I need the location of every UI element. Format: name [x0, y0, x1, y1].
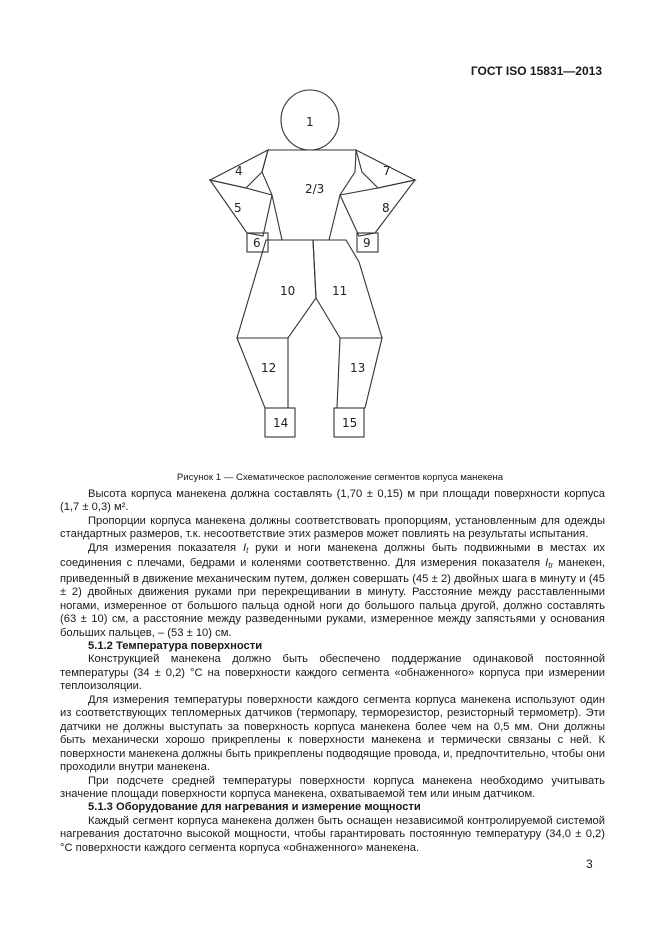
segment-label: 6	[253, 236, 261, 250]
segment-label: 7	[383, 164, 391, 178]
page-number: 3	[586, 857, 593, 871]
segment-label: 2/3	[305, 182, 325, 196]
paragraph-text: руки и ноги манекена должны быть подвижными в местах их соединения с плечами, бедрами и коленями соответственно. Для измерения показателя	[60, 541, 606, 570]
paragraph-text: манекен, приведенный в движение механическим путем, должен совершать (45 ± 2) двойных шага в минуту и (45 ± 2) двойных движения руками при перекрещивании в минуту. Расстояние между расставленными ногами, измеренное от большого пальца одной ноги до большого пальца другой, должно составлять (63 ± 10) см, а расстояние между разведенными руками, измеренное между запястьями у основания больших пальцев, – (53 ± 10) см.	[60, 557, 605, 639]
segment-label: 14	[273, 416, 289, 430]
segment-label: 9	[363, 236, 371, 250]
section-heading: 5.1.2 Температура поверхности	[88, 639, 263, 652]
figure-caption: Рисунок 1 — Схематическое расположение сегментов корпуса манекена	[176, 472, 504, 483]
symbol: Itr	[545, 557, 554, 571]
paragraph	[60, 542, 605, 640]
segment-label: 8	[382, 201, 390, 215]
paragraph: Каждый сегмент корпуса манекена должен быть оснащен независимой контролируемой системой нагревания достаточно высокой мощности, чтобы гарантировать постоянную температуру (34,0 ± 0,2) °С поверхности каждого сегмента корпуса «обнаженного» манекена.	[60, 814, 605, 854]
symbol-subscript: tr	[548, 561, 554, 571]
paragraph: При подсчете средней температуры поверхности корпуса манекена необходимо учитывать значение площади поверхности корпуса манекена, охватываемой тем или иным датчиком.	[60, 774, 605, 800]
section-heading: 5.1.3 Оборудование для нагревания и измерение мощности	[88, 801, 421, 814]
paragraph: Высота корпуса манекена должна составлять (1,70 ± 0,15) м при площади поверхности корпуса (1,7 ± 0,3) м².	[60, 488, 605, 514]
paragraph: Для измерения температуры поверхности каждого сегмента корпуса манекена используют один из соответствующих тепломерных датчиков (термопару, терморезистор, резисторный термометр). Эти датчики не должны выступать за поверхность корпуса манекена более чем на 0,5 мм. Они должны быть механически хорошо прикреплены к поверхности манекена и термически связаны с ней. К поверхности манекена должны быть прикреплены подводящие провода, и, предпочтительно, чтобы они проходили внутри манекена.	[60, 693, 605, 774]
segment-right-forearm	[340, 180, 415, 236]
main-text	[60, 488, 605, 855]
segment-label: 12	[261, 361, 277, 375]
mannequin-segments-figure	[196, 88, 436, 453]
segment-right-thigh	[313, 240, 382, 338]
segment-left-thigh	[237, 240, 316, 338]
segment-label: 4	[235, 164, 243, 178]
segment-label: 15	[342, 416, 358, 430]
page-header: ГОСТ ISO 15831—2013	[470, 64, 602, 78]
symbol-subscript: t	[246, 545, 249, 555]
segment-label: 5	[234, 201, 242, 215]
symbol: It	[242, 541, 249, 555]
segment-label: 10	[280, 284, 296, 298]
segment-label: 11	[332, 284, 348, 298]
segment-label: 13	[350, 361, 366, 375]
paragraph: Пропорции корпуса манекена должны соответствовать пропорциям, установленным для одежды стандартных размеров, т.к. несоответствие этих размеров может повлиять на результаты испытания.	[60, 514, 605, 541]
paragraph-text: Для измерения показателя	[88, 541, 237, 554]
paragraph: Конструкцией манекена должно быть обеспечено поддержание одинаковой постоянной температуры (34 ± 0,2) °С на поверхности каждого сегмента «обнаженного» корпуса при измерении теплоизоляции.	[60, 653, 605, 693]
segment-label: 1	[306, 115, 314, 129]
